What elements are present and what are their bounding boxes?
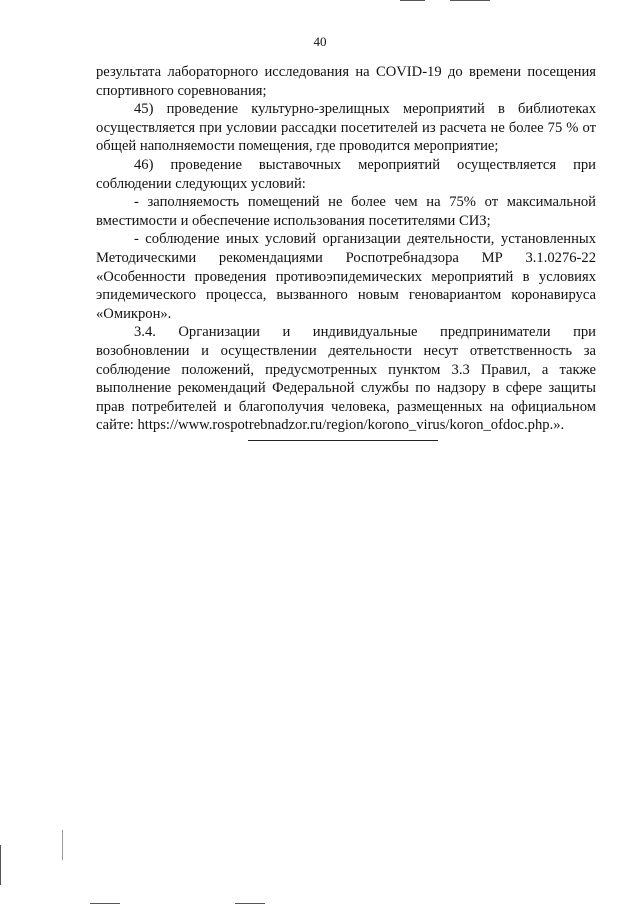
paragraph-occupancy: - заполняемость помещений не более чем на 75% от максимальной вместимости и обеспечение использования посетителями СИЗ; [96, 194, 596, 229]
scan-mark [90, 903, 120, 904]
scan-mark [0, 845, 1, 885]
paragraph-45-libraries: 45) проведение культурно-зрелищных мероприятий в библиотеках осуществляется при условии рассадки посетителей из расчета не более 75 % от общей наполняемости помещения, где проводится мероприятие; [96, 101, 596, 155]
paragraph-3-4-responsibility: 3.4. Организации и индивидуальные предприниматели при возобновлении и осуществлении деятельности несут ответственность за соблюдение положений, предусмотренных пунктом 3.3 Правил, а также выполнение рекомендаций Федеральной службы по надзору в сфере защиты прав потребителей и благополучия человека, размещенных на официальном сайте: https://www.rospotrebnadzor.ru/region/korono_virus/koron_ofdoc.php.». [96, 324, 596, 434]
paragraph-other-conditions: - соблюдение иных условий организации деятельности, установленных Методическими рекомендациями Роспотребнадзора МР 3.1.0276-22 «Особенности проведения противоэпидемических мероприятий в условиях эпидемического процесса, вызванного новым геновариантом коронавируса «Омикрон». [96, 231, 596, 322]
scan-mark [235, 903, 265, 904]
paragraph-46-exhibitions: 46) проведение выставочных мероприятий осуществляется при соблюдении следующих условий: [96, 156, 596, 192]
end-separator-line [248, 440, 438, 441]
page-number: 40 [313, 34, 327, 49]
scan-mark [450, 0, 490, 1]
document-body [96, 63, 596, 435]
paragraph-covid-test: результата лабораторного исследования на COVID-19 до времени посещения спортивного соревнования; [96, 64, 596, 99]
scan-mark [62, 830, 63, 860]
scan-mark [400, 0, 425, 1]
